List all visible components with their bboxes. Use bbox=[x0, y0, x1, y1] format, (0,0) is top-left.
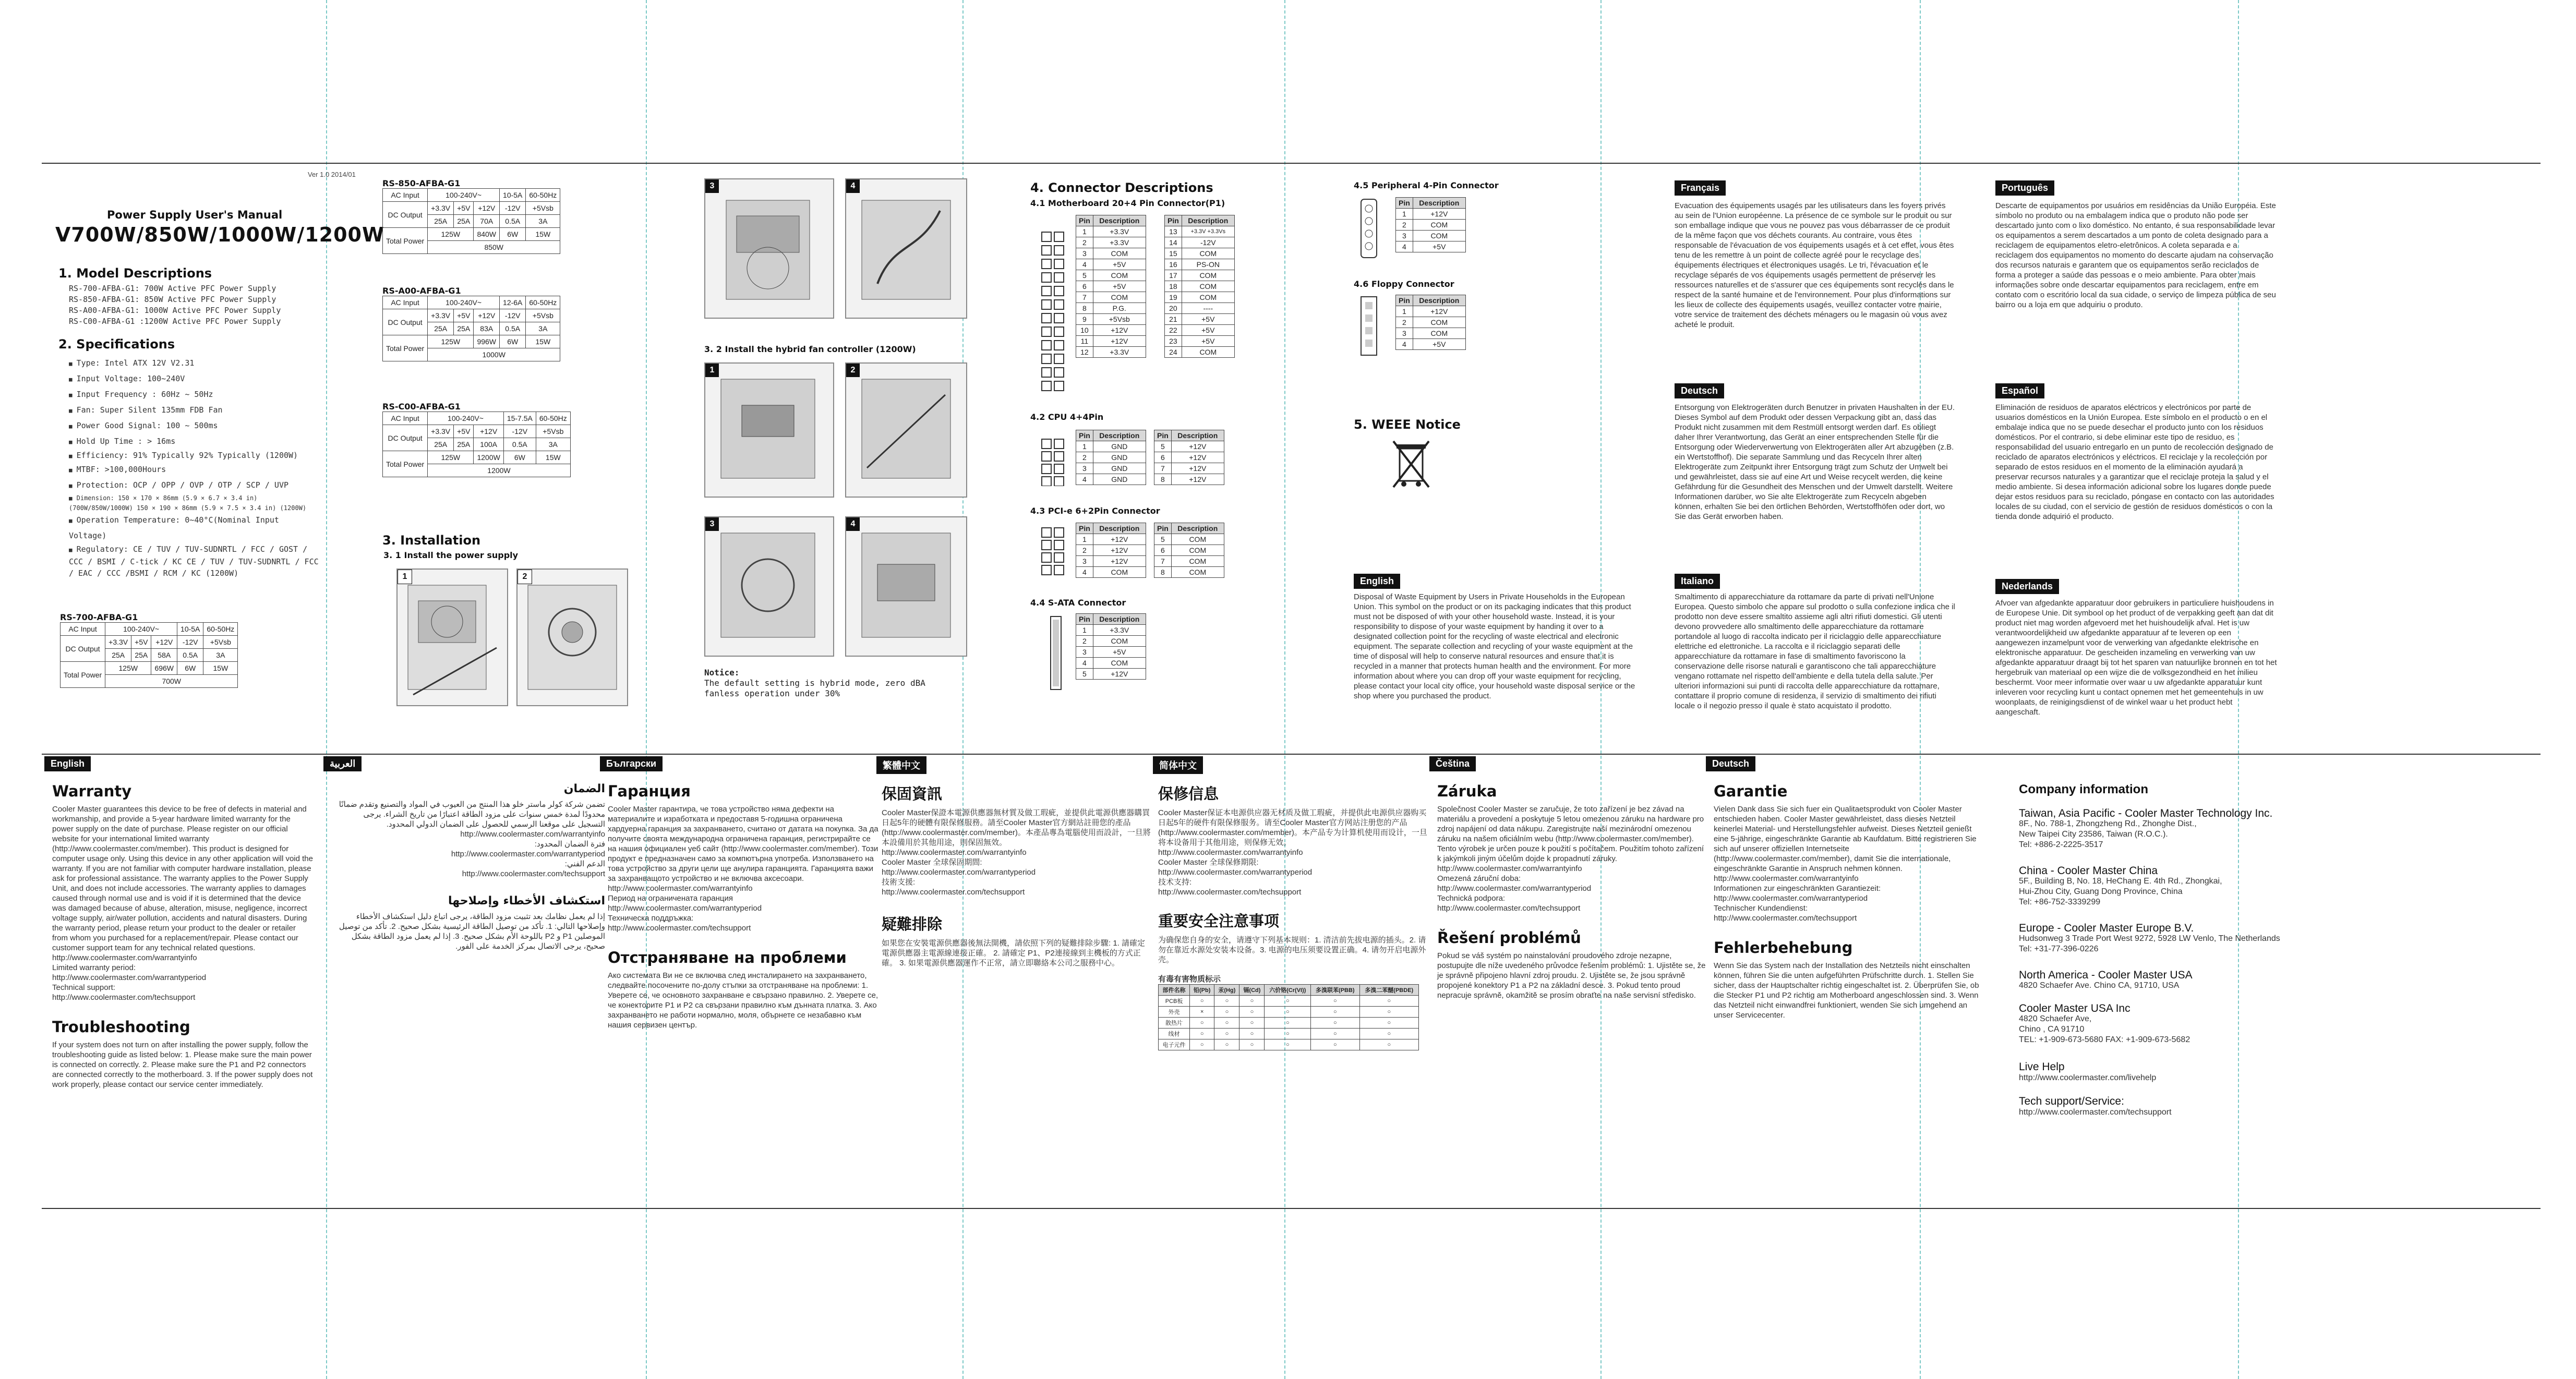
company-entry: China - Cooler Master China 5F., Building B, No. 18, HeChang E. 4th Rd., Zhongkai, Hui-Zhou City, Guang Dong Province, China Tel: +86-752-3339299 bbox=[2019, 865, 2222, 906]
weee-portuguese-text: Descarte de equipamentos por usuários em residências da União Européia. Este símbolo no produto ou na embalagem indica que o produto não pode ser descartado junto com o lixo doméstico. No entanto, é sua responsabilidade levar os equipamentos a serem descartados a um ponto de coleta designado para a reciclagem de equipamentos eletro-eletrônicos. A coleta separada e a reciclagem dos equipamentos no momento do descarte ajudam na conservação dos recursos naturais e garantem que os equipamentos serão reciclados de forma a proteger a saúde das pessoas e o meio ambiente. Para obter mais informações sobre onde descartar equipamentos para reciclagem, entre em contato com o escritório local da sua cidade, o serviço de limpeza pública de seu bairro ou a loja em que adquiriu o produto. bbox=[1995, 201, 2276, 309]
troubleshooting-heading: Řešení problémů bbox=[1437, 929, 1581, 947]
peripheral-connector-drawing bbox=[1359, 197, 1380, 260]
tech-support-link[interactable]: http://www.coolermaster.com/techsupport bbox=[52, 993, 196, 1002]
weee-bin-icon bbox=[1390, 438, 1432, 490]
troubleshooting-heading: Troubleshooting bbox=[52, 1018, 190, 1036]
company-entry: Europe - Cooler Master Europe B.V. Hudsonweg 3 Trade Port West 9272, 5928 LW Venlo, The Netherlands Tel: +31-77-396-0226 bbox=[2019, 922, 2280, 953]
section-peripheral-connector: 4.5 Peripheral 4-Pin Connector bbox=[1354, 180, 1499, 190]
troubleshooting-text: Ако системата Ви не се включва след инсталирането на захранването, следвайте посочените по-долу стъпки за отстраняване на проблеми: 1. Уверете се, че основното захранване е свързано правилно. 2. Уверете се, че конекторите P1 и P2 са свързани правилно към дънната платка. 3. Ако захранването не работи нормално, моля, обърнете се незабавно към нашия сервизен център. bbox=[608, 971, 878, 1030]
spec-table-1200 bbox=[382, 402, 571, 477]
model-list bbox=[69, 283, 281, 327]
warranty-link[interactable]: http://www.coolermaster.com/warrantyinfo bbox=[882, 848, 1027, 857]
fan-illustration-4 bbox=[845, 516, 967, 657]
mb-pin-table-right: Pin Description 13 +3.3V +3.3Vs 14 -12V 15 COM 16 PS-ON 17 COM 18 COM 19 COM 20 ---- 21 +5V 22 +5V 23 +5V 24 COM bbox=[1164, 215, 1235, 358]
warranty-period-label: فترة الضمان المحدود: bbox=[534, 840, 605, 849]
company-entry: Cooler Master USA Inc 4820 Schaefer Ave, Chino , CA 91710 TEL: +1-909-673-5680 FAX: +1-909-673-5682 bbox=[2019, 1002, 2190, 1044]
lang-tag-german: Deutsch bbox=[1706, 756, 1755, 771]
spec-item: ■ Input Frequency : 60Hz ~ 50Hz bbox=[69, 387, 319, 403]
tech-support-label: Technická podpora: bbox=[1437, 894, 1506, 903]
model-item: RS-700-AFBA-G1: 700W Active PFC Power Supply bbox=[69, 284, 276, 293]
troubleshooting-text: Pokud se váš systém po nainstalování proudového zdroje nezapne, postupujte dle níže uvedeného průvodce řešením problémů: 1. Ujistěte se, že je správně připojeno hlavní zdroj proudu. 2. Ujistěte se, že jsou správně propojené konektory P1 a P2 na základní desce. 3. Pokud tento proud nepracuje správně, okamžitě se prosím obraťte na naše servisní středisko. bbox=[1437, 951, 1706, 1000]
arabic-warranty-block bbox=[334, 782, 605, 951]
warranty-period-label: Limited warranty period: bbox=[52, 963, 136, 972]
lang-tag-traditional-chinese: 繁體中文 bbox=[876, 756, 926, 774]
fan-drawing bbox=[705, 364, 833, 497]
warranty-period-label: Cooler Master 全球保修期限: bbox=[1158, 858, 1259, 867]
step-number: 4 bbox=[846, 179, 860, 193]
troubleshooting-heading: 疑難排除 bbox=[882, 915, 943, 933]
spec-table-1000 bbox=[382, 286, 560, 361]
warranty-heading: Гаранция bbox=[608, 782, 691, 800]
tech-support-link[interactable]: http://www.coolermaster.com/techsupport bbox=[462, 869, 605, 878]
model-title: V700W/850W/1000W/1200W bbox=[55, 223, 384, 246]
warranty-heading: Garantie bbox=[1714, 782, 1788, 800]
warranty-period-label: Omezená záruční doba: bbox=[1437, 874, 1521, 883]
troubleshooting-text: 如果您在安裝電源供應器後無法開機，請依照下列的疑難排除步驟: 1. 請確定電源供應器主電源線連接正確。 2. 請確定 P1、P2連接線到主機板的方式正確。 3. 如果電源供應器運作不正常，請立即聯絡本公司之服務中心。 bbox=[882, 939, 1146, 967]
live-help-label: Live Help bbox=[2019, 1061, 2065, 1073]
troubleshooting-heading: Fehlerbehebung bbox=[1714, 939, 1853, 957]
warranty-period-label: Период на ограничената гаранция bbox=[608, 894, 733, 903]
spec-table-title: RS-A00-AFBA-G1 bbox=[382, 286, 461, 296]
top-rule bbox=[42, 163, 2541, 164]
spec-table-700 bbox=[60, 612, 238, 688]
spec-item: ■ Power Good Signal: 100 ~ 500ms bbox=[69, 418, 319, 434]
tech-service-label: Tech support/Service: bbox=[2019, 1095, 2124, 1107]
warranty-heading: Záruka bbox=[1437, 782, 1497, 800]
mb-pin-table-left: Pin Description 1 +3.3V 2 +3.3V 3 COM 4 +5V 5 COM 6 +5V 7 COM 8 P.G. 9 +5Vsb 10 +12V 11 +12V 12 +3.3V bbox=[1076, 215, 1146, 358]
bottom-rule bbox=[42, 1208, 2541, 1209]
section-weee: 5. WEEE Notice bbox=[1354, 417, 1461, 432]
pcie-pin-table-left: Pin Description 1 +12V 2 +12V 3 +12V 4 COM bbox=[1076, 523, 1146, 578]
warranty-text: Cooler Master保證本電源供應器無材質及做工瑕疵，並提供此電源供應器購買日起5年的硬體有限保修服務。請至Cooler Master官方網站註冊您的產品 (http://www.coolermaster.com/member)。本產品專為電腦使用而設計，一旦將本設備用於其他用途，則保固無效。 bbox=[882, 808, 1151, 847]
company-info-title: Company information bbox=[2019, 782, 2149, 796]
english-warranty-block bbox=[52, 782, 313, 1090]
fan-illustration-1 bbox=[704, 362, 834, 498]
spec-table: AC Input 100-240V~ 10-5A 60-50Hz DC Output +3.3V +5V +12V -12V +5Vsb 25A 25A 70A 0.5A 3A Total Power 125W 840W 6W 15W 850W bbox=[382, 188, 560, 254]
traditional-chinese-warranty-block bbox=[882, 782, 1153, 968]
warranty-text: Cooler Master保证本电源供应器无材质及做工瑕疵，并提供此电源供应器购买日起5年的硬件有限保修服务。请至Cooler Master官方网站注册您的产品 (http://www.coolermaster.com/member)。本产品专为计算机使用而设计，一旦将本设备用于其他用途，则保修无效。 bbox=[1158, 808, 1427, 847]
spec-table-title: RS-C00-AFBA-G1 bbox=[382, 402, 461, 412]
warranty-link[interactable]: http://www.coolermaster.com/warrantyinfo bbox=[1437, 864, 1582, 873]
notice-text: The default setting is hybrid mode, zero dBA fanless operation under 30% bbox=[704, 678, 925, 698]
tech-support-label: Technischer Kundendienst: bbox=[1714, 904, 1808, 913]
spec-item: ■ Type: Intel ATX 12V V2.31 bbox=[69, 356, 319, 371]
weee-dutch-text: Afvoer van afgedankte apparatuur door gebruikers in particuliere huishoudens in de Europese Unie. Dit symbool op het product of de verpakking geeft aan dat dit product niet mag worden afgevoerd met het huishoudelijk afval. Het is uw verantwoordelijkheid uw afgedankte apparatuur af te leveren op een aangewezen inzamelpunt voor de verwerking van afgedankte elektrische en elektronische apparatuur. De gescheiden inzameling en verwerking van uw afgedankte apparatuur draagt bij tot het sparen van natuurlijke bronnen en tot het hergebruik van materiaal op een wijze die de volksgezondheid en het milieu beschermt. Voor meer informatie over waar u uw afgedankte apparatuur kunt inleveren voor recycling kunt u contact opnemen met het gemeentehuis in uw woonplaats, de reinigingsdienst of de winkel waar u het product hebt aangeschaft. bbox=[1995, 599, 2277, 717]
notice-title: Notice: bbox=[704, 668, 740, 678]
weee-lang-tag: Nederlands bbox=[1995, 579, 2059, 594]
tech-support-link[interactable]: http://www.coolermaster.com/techsupport bbox=[608, 924, 751, 933]
lang-tag-arabic: العربية bbox=[323, 756, 362, 771]
section-install-fan-controller: 3. 2 Install the hybrid fan controller (1200W) bbox=[704, 344, 916, 354]
weee-english-text: Disposal of Waste Equipment by Users in Private Households in the European Union. This symbol on the product or on its packaging indicates that this product must not be disposed of with your other household waste. Instead, it is your responsibility to dispose of your waste equipment by handing it over to a designated collection point for the recycling of waste electrical and electronic equipment. The separate collection and recycling of your waste equipment at the time of disposal will help to conserve natural resources and ensure that it is recycled in a manner that protects human health and the environment. For more information about where you can drop off your waste equipment for recycling, please contact your local city office, your household waste disposal service or the shop where you purchased the product. bbox=[1354, 592, 1635, 700]
troubleshooting-text: إذا لم يعمل نظامك بعد تثبيت مزود الطاقة، يرجى اتباع دليل استكشاف الأخطاء وإصلاحها التالي: 1. تأكد من توصيل الطاقة الرئيسية بشكل صحيح. 2. تأكد من توصيل الموصلين P1 و P2 باللوحة الأم بشكل صحيح. 3. إذا لم يعمل مزود الطاقة بشكل صحيح، يرجى الاتصال بمركز الخدمة على الفور. bbox=[339, 912, 605, 951]
simplified-chinese-warranty-block bbox=[1158, 782, 1429, 1050]
warranty-link[interactable]: http://www.coolermaster.com/warrantyinfo bbox=[460, 830, 605, 839]
warranty-link[interactable]: http://www.coolermaster.com/warrantyinfo bbox=[608, 884, 753, 893]
step-number: 3 bbox=[705, 517, 719, 531]
spec-item: ■ Fan: Super Silent 135mm FDB Fan bbox=[69, 403, 319, 418]
tech-support-label: Техническа поддръжка: bbox=[608, 914, 694, 923]
pcie-pin-table-right: Pin Description 5 COM 6 COM 7 COM 8 COM bbox=[1154, 523, 1224, 578]
sata-pin-table: Pin Description 1 +3.3V 2 COM 3 +5V 4 COM 5 +12V bbox=[1076, 613, 1146, 680]
section-specifications: 2. Specifications bbox=[58, 337, 175, 352]
floppy-pin-table: Pin Description 1 +12V 2 COM 3 COM 4 +5V bbox=[1395, 295, 1466, 350]
install-illustration-1: 1 bbox=[396, 568, 508, 706]
lang-tag-bulgarian: Български bbox=[600, 756, 663, 771]
lang-tag-english: English bbox=[44, 756, 91, 771]
version-label: Ver 1.0 2014/01 bbox=[308, 171, 356, 178]
pcie-connector-pins bbox=[1041, 523, 1067, 580]
fold-guide-4 bbox=[1284, 0, 1285, 1379]
psu-mount-drawing bbox=[705, 179, 833, 318]
spec-item: ■ Efficiency: 91% Typically 92% Typically (1200W) bbox=[69, 450, 319, 462]
tech-support-link[interactable]: http://www.coolermaster.com/techsupport bbox=[1437, 904, 1581, 913]
manual-title: Power Supply User's Manual bbox=[107, 209, 283, 221]
section-pcie-connector: 4.3 PCI-e 6+2Pin Connector bbox=[1030, 506, 1160, 516]
psu-case-drawing bbox=[398, 570, 507, 705]
spec-item: ■ Operation Temperature: 0~40°C(Nominal Input Voltage) bbox=[69, 513, 319, 543]
model-item: RS-C00-AFBA-G1 :1200W Active PFC Power Supply bbox=[69, 317, 281, 326]
section-model-descriptions: 1. Model Descriptions bbox=[58, 266, 212, 281]
troubleshooting-heading: Отстраняване на проблеми bbox=[608, 949, 847, 966]
lang-tag-czech: Čeština bbox=[1429, 756, 1476, 771]
spec-table: AC Input 100-240V~ 12-6A 60-50Hz DC Output +3.3V +5V +12V -12V +5Vsb 25A 25A 83A 0.5A 3A Total Power 125W 996W 6W 15W 1000W bbox=[382, 296, 560, 361]
spec-item: ■ Protection: OCP / OPP / OVP / OTP / SCP / UVP bbox=[69, 478, 319, 493]
warranty-link[interactable]: http://www.coolermaster.com/warrantyinfo bbox=[52, 953, 197, 962]
german-warranty-block bbox=[1714, 782, 1985, 1020]
peripheral-pin-table: Pin Description 1 +12V 2 COM 3 COM 4 +5V bbox=[1395, 197, 1466, 252]
weee-lang-tag: Español bbox=[1995, 383, 2044, 398]
section-floppy-connector: 4.6 Floppy Connector bbox=[1354, 279, 1454, 289]
install-illustration-4 bbox=[845, 178, 967, 319]
section-cpu-connector: 4.2 CPU 4+4Pin bbox=[1030, 412, 1104, 422]
fan-drawing bbox=[705, 517, 833, 656]
warranty-link[interactable]: http://www.coolermaster.com/warrantyinfo bbox=[1714, 874, 1859, 883]
section-sata-connector: 4.4 S-ATA Connector bbox=[1030, 598, 1126, 608]
hazard-table-title: 有毒有害物质标示 bbox=[1158, 975, 1221, 984]
step-number: 3 bbox=[705, 179, 719, 193]
warranty-period-label: Cooler Master 全球保固期間: bbox=[882, 858, 982, 867]
troubleshooting-heading: استكشاف الأخطاء وإصلاحها bbox=[448, 894, 605, 908]
mb-connector-pins bbox=[1041, 216, 1067, 409]
tech-support-label: Technical support: bbox=[52, 983, 115, 992]
section-installation: 3. Installation bbox=[382, 533, 481, 548]
spec-list bbox=[69, 356, 319, 579]
warranty-period-link[interactable]: http://www.coolermaster.com/warrantyperiod bbox=[1714, 894, 1868, 903]
spec-item: ■ MTBF: >100,000Hours bbox=[69, 462, 319, 478]
tech-support-label: 技术支持: bbox=[1158, 878, 1192, 887]
fan-drawing bbox=[846, 364, 966, 497]
spec-item: ■ Regulatory: CE / TUV / TUV-SUDNRTL / FCC / GOST / CCC / BSMI / C-tick / KC CE / TUV / TUV-SUDNRTL / FCC / EAC / CCC /BSMI / RCM / KC (1200W) bbox=[69, 543, 319, 579]
weee-lang-tag: Português bbox=[1995, 180, 2054, 196]
psu-screw-drawing bbox=[517, 570, 627, 705]
warranty-link[interactable]: http://www.coolermaster.com/warrantyinfo bbox=[1158, 848, 1303, 857]
warranty-text: Cooler Master guarantees this device to be free of defects in material and workmanship, and provide a 5-year hardware limited warranty for the power supply on the date of purchase. Please register on our official website for your international limited warranty (http://www.coolermaster.com/member). This product is designed for computer usage only. Using this device in any other application will void the warranty. If you are not familiar with computer hardware installation, please ask for professional assistance. The warranty applies to the Power Supply Unit, and does not include accessories. The warranty applies to damages caused through normal use and is void if it is determined that the device was damaged because of abuse, alteration, misuse, negligence, incorrect voltage supply, air/water pollution, accidents and natural disasters. During the warranty period, please return your product to the dealer or retailer from whom you purchased for a replacement/repair. Please contact our customer support team for any technical related questions. bbox=[52, 805, 313, 952]
fan-illustration-2 bbox=[845, 362, 967, 498]
company-entry: North America - Cooler Master USA 4820 Schaefer Ave. Chino CA, 91710, USA bbox=[2019, 969, 2193, 990]
cpu-pin-table-right: Pin Description 5 +12V 6 +12V 7 +12V 8 +12V bbox=[1154, 430, 1224, 485]
warranty-heading: 保修信息 bbox=[1158, 785, 1219, 803]
troubleshooting-text: If your system does not turn on after installing the power supply, follow the troubleshooting guide as listed below: 1. Please make sure the main power is connected on correctly. 2. Please make sure the P1 and P2 connectors are connected correctly to the motherboard. 3. If the power supply does not work properly, please contact our service center immediately. bbox=[52, 1041, 313, 1089]
hazard-table: 部件名称 铅(Pb) 汞(Hg) 镉(Cd) 六价铬(Cr(VI)) 多溴联苯(PBB) 多溴二苯醚(PBDE) PCB板 ○ ○ ○ ○ ○ ○ 外壳 × ○ ○ ○ ○ ○ 散热片 ○ ○ ○ ○ ○ ○ 线材 ○ ○ ○ ○ ○ ○ 电子元件 ○ ○ ○ ○ ○ ○ bbox=[1158, 984, 1419, 1050]
spec-item: ■ Input Voltage: 100~240V bbox=[69, 371, 319, 387]
tech-support-link[interactable]: http://www.coolermaster.com/techsupport bbox=[882, 888, 1025, 897]
weee-lang-tag: Français bbox=[1675, 180, 1726, 196]
safety-heading: 重要安全注意事项 bbox=[1158, 912, 1280, 930]
safety-text: 为确保您自身的安全，请遵守下列基本规则：1. 清洁前先拔电源的插头。2. 请勿在靠近水源处安装本设备。3. 电源的电压须要设置正确。4. 请勿开启电源外壳。 bbox=[1158, 936, 1426, 964]
warranty-period-link[interactable]: http://www.coolermaster.com/warrantyperiod bbox=[608, 904, 762, 913]
warranty-period-link[interactable]: http://www.coolermaster.com/warrantyperiod bbox=[882, 868, 1036, 877]
warranty-text: Cooler Master гарантира, че това устройство няма дефекти на материалите и изработката и предоставя 5-годишна ограничена хардуерна гаранция за захранването, считано от датата на покупка. За да получите своята международна ограничена гаранция, регистрирайте се на нашия официален уеб сайт (http://www.coolermaster.com/member). Този продукт е предназначен само за компютърна употреба. Използването на това устройство за други цели ще анулира гаранцията. Гаранцията важи за захранващото устройство и не включва аксесоари. bbox=[608, 805, 878, 883]
warranty-text: Společnost Cooler Master se zaručuje, že toto zařízení je bez závad na materiálu a provedení a poskytuje 5 letou omezenou záruku na hardware pro zdroj napájení od data nákupu. Zaregistrujte naší mezinárodní omezenou záruku na našem oficiálním webu (http://www.coolermaster.com/member). Tento výrobek je určen pouze k použití s počítačem. Použitím tohoto zařízení k jakýmkoli jiným účelům dojde k propadnutí záruky. bbox=[1437, 805, 1704, 863]
notice-block bbox=[704, 668, 934, 699]
section-install-psu: 3. 1 Install the power supply bbox=[383, 550, 519, 560]
section-connectors: 4. Connector Descriptions bbox=[1030, 180, 1213, 195]
floppy-connector-drawing bbox=[1359, 295, 1380, 357]
warranty-period-link[interactable]: http://www.coolermaster.com/warrantyperiod bbox=[52, 973, 207, 982]
weee-lang-tag: Italiano bbox=[1675, 574, 1720, 589]
weee-spanish-text: Eliminación de residuos de aparatos eléctricos y electrónicos por parte de usuarios domésticos en la Unión Europea. Este símbolo en el producto o en el embalaje indica que no se puede desechar el producto junto con los residuos domésticos. Por el contrario, si debe eliminar este tipo de residuo, es responsabilidad del usuario entregarlo en un punto de recolección designado de reciclado de aparatos electrónicos y eléctricos. El reciclaje y la recolección por separado de estos residuos en el momento de la eliminación ayudará a preservar recursos naturales y a garantizar que el reciclaje proteja la salud y el medio ambiente. Si desea información adicional sobre los lugares donde puede dejar estos residuos para su reciclado, póngase en contacto con las autoridades locales de su ciudad, con el servicio de gestión de residuos domésticos o con la tienda donde adquirió el producto. bbox=[1995, 403, 2274, 521]
fan-drawing bbox=[846, 517, 966, 656]
tech-support-link[interactable]: http://www.coolermaster.com/techsupport bbox=[1714, 914, 1857, 923]
step-number: 1 bbox=[705, 364, 719, 377]
sata-connector-drawing bbox=[1049, 614, 1064, 693]
section-mb-connector: 4.1 Motherboard 20+4 Pin Connector(P1) bbox=[1030, 198, 1225, 208]
spec-table: AC Input 100-240V~ 15-7.5A 60-50Hz DC Output +3.3V +5V +12V -12V +5Vsb 25A 25A 100A 0.5A 3A Total Power 125W 1200W 6W 15W 1200W bbox=[382, 412, 571, 477]
model-item: RS-850-AFBA-G1: 850W Active PFC Power Supply bbox=[69, 295, 276, 304]
cpu-connector-pins bbox=[1041, 429, 1067, 486]
spec-item: ■ Dimension: 150 × 170 × 86mm (5.9 × 6.7 × 3.4 in) (700W/850W/1000W) 150 × 190 × 86mm (5.9 × 7.5 × 3.4 in) (1200W) bbox=[69, 493, 319, 513]
bulgarian-warranty-block bbox=[608, 782, 879, 1030]
spec-item: ■ Hold Up Time : > 16ms bbox=[69, 434, 319, 450]
warranty-heading: 保固資訊 bbox=[882, 785, 943, 803]
spec-table-title: RS-700-AFBA-G1 bbox=[60, 612, 138, 622]
troubleshooting-text: Wenn Sie das System nach der Installation des Netzteils nicht einschalten können, führen Sie die unten aufgeführten Prüfschritte durch. 1. Stellen Sie sicher, dass der Hauptschalter richtig eingeschaltet ist. 2. Überprüfen Sie, ob die Stecker P1 und P2 richtig am Motherboard angeschlossen sind. 3. Wenn das Netzteil nicht einwandfrei funktioniert, wenden Sie sich umgehend an unser Servicecenter. bbox=[1714, 961, 1979, 1020]
company-info-block bbox=[2019, 782, 2311, 1117]
warranty-period-link[interactable]: http://www.coolermaster.com/warrantyperiod bbox=[1158, 868, 1313, 877]
fan-illustration-3 bbox=[704, 516, 834, 657]
spec-table-850 bbox=[382, 178, 560, 254]
fold-guide-2 bbox=[646, 0, 647, 1379]
live-help-link[interactable]: http://www.coolermaster.com/livehelp bbox=[2019, 1073, 2157, 1082]
warranty-heading: الضمان bbox=[563, 782, 605, 795]
warranty-period-link[interactable]: http://www.coolermaster.com/warrantyperiod bbox=[1437, 884, 1592, 893]
spec-table: AC Input 100-240V~ 10-5A 60-50Hz DC Output +3.3V +5V +12V -12V +5Vsb 25A 25A 58A 0.5A 3A Total Power 125W 696W 6W 15W 700W bbox=[60, 622, 238, 688]
company-entry: Taiwan, Asia Pacific - Cooler Master Technology Inc. 8F., No. 788-1, Zhongzheng Rd., Zhonghe Dist., New Taipei City 23586, Taiwan (R.O.C.). Tel: +886-2-2225-3517 bbox=[2019, 807, 2273, 849]
psu-cable-drawing bbox=[846, 179, 966, 318]
mb-connector-diagram bbox=[1041, 216, 1067, 409]
middle-rule bbox=[42, 754, 2541, 755]
fold-guide-1 bbox=[326, 0, 327, 1379]
weee-lang-tag: English bbox=[1354, 574, 1400, 589]
spec-table-title: RS-850-AFBA-G1 bbox=[382, 178, 461, 188]
tech-support-link[interactable]: http://www.coolermaster.com/techsupport bbox=[1158, 888, 1302, 897]
model-item: RS-A00-AFBA-G1: 1000W Active PFC Power Supply bbox=[69, 306, 281, 315]
install-illustration-2: 2 bbox=[516, 568, 628, 706]
cpu-pin-table-left: Pin Description 1 GND 2 GND 3 GND 4 GND bbox=[1076, 430, 1146, 485]
weee-italian-text: Smaltimento di apparecchiature da rottamare da parte di privati nell'Unione Europea. Questo simbolo che appare sul prodotto o sulla confezione indica che il prodotto non deve essere smaltito assieme agli altri rifiuti domestici. Gli utenti devono provvedere allo smaltimento delle apparecchiature da rottamare portandole al luogo di raccolta indicato per il riciclaggio delle apparecchiature elettriche ed elettroniche. La raccolta e il riciclaggio separati delle apparecchiature da rottamare in fase di smaltimento favoriscono la conservazione delle risorse naturali e garantiscono che tali apparecchiature vengano rottamate nel rispetto dell'ambiente e della tutela della salute. Per ulteriori informazioni sui punti di raccolta delle apparecchiature da rottamare, contattare il proprio comune di residenza, il servizio di smaltimento dei rifiuti locale o il negozio presso il quale è stato acquistato il prodotto. bbox=[1675, 592, 1955, 710]
warranty-heading: Warranty bbox=[52, 782, 132, 800]
warranty-text: تضمن شركة كولر ماستر خلو هذا المنتج من العيوب في المواد والتصنيع وتقدم ضمانًا محدودًا لمدة خمس سنوات على مزود الطاقة اعتبارًا من تاريخ الشراء. يرجى التسجيل على موقعنا الرسمي للحصول على الضمان الدولي المحدود. bbox=[339, 800, 605, 829]
step-number: 2 bbox=[846, 364, 860, 377]
warranty-text: Vielen Dank dass Sie sich fuer ein Qualitaetsprodukt von Cooler Master entschieden haben. Cooler Master gewährleistet, dass dieses Netzteil keinerlei Material- und Herstellungsfehler aufweist. Dieses Netzteil genießt eine 5-jährige, eingeschränkte Garantie ab Kaufdatum. Bitte registrieren Sie sich auf unserer offiziellen Internetseite (http://www.coolermaster.com/member), damit Sie die internationale, eingeschränkte Garantie in Anspruch nehmen können. bbox=[1714, 805, 1977, 873]
install-illustration-3 bbox=[704, 178, 834, 319]
lang-tag-simplified-chinese: 简体中文 bbox=[1153, 756, 1203, 774]
tech-support-label: الدعم الفني: bbox=[564, 860, 605, 868]
czech-warranty-block bbox=[1437, 782, 1708, 1000]
warranty-period-label: Informationen zur eingeschränkten Garantiezeit: bbox=[1714, 884, 1881, 893]
warranty-period-link[interactable]: http://www.coolermaster.com/warrantyperiod bbox=[451, 850, 605, 858]
weee-german-text: Entsorgung von Elektrogeräten durch Benutzer in privaten Haushalten in der EU. Dieses Symbol auf dem Produkt oder dessen Verpackung gibt an, dass das Produkt nicht zusammen mit dem Restmüll entsorgt werden darf. Es obliegt daher Ihrer Verantwortung, das Gerät an einer entsprechenden Stelle für die Entsorgung oder Wiederverwertung von Elektrogeräten aller Art abzugeben (z.B. ein Wertstoffhof). Die separate Sammlung und das Recyceln Ihrer alten Elektrogeräte zum Zeitpunkt ihrer Entsorgung trägt zum Schutz der Umwelt bei und gewährleistet, dass sie auf eine Art und Weise recycelt werden, die keine Gefährdung für die Gesundheit des Menschen und der Umwelt darstellt. Weitere Informationen darüber, wo Sie alte Elektrogeräte zum Recyceln abgeben können, erhalten Sie bei den örtlichen Behörden, Wertstoffhöfen oder dort, wo Sie das Gerät erworben haben. bbox=[1675, 403, 1955, 521]
weee-lang-tag: Deutsch bbox=[1675, 383, 1724, 398]
weee-french-text: Evacuation des équipements usagés par les utilisateurs dans les foyers privés au sein de l'Union européenne. La présence de ce symbole sur le produit ou sur son emballage indique que vous ne pouvez pas vous débarrasser de ce produit de la même façon que vos déchets courants. Au contraire, vous êtes responsable de l'évacuation de vos équipements usagés et à cet effet, vous êtes tenu de les remettre à un point de collecte agréé pour le recyclage des équipements électriques et électroniques usagés. Le tri, l'évacuation et le recyclage séparés de vos équipements usagés permettent de préserver les ressources naturelles et de s'assurer que ces équipements sont recyclés dans le respect de la santé humaine et de l'environnement. Pour plus d'informations sur les lieux de collecte des équipements usagés, veuillez contacter votre mairie, votre service de traitement des déchets ménagers ou le magasin où vous avez acheté le produit. bbox=[1675, 201, 1954, 329]
step-number: 4 bbox=[846, 517, 860, 531]
tech-service-link[interactable]: http://www.coolermaster.com/techsupport bbox=[2019, 1108, 2172, 1117]
tech-support-label: 技術支援: bbox=[882, 878, 916, 887]
